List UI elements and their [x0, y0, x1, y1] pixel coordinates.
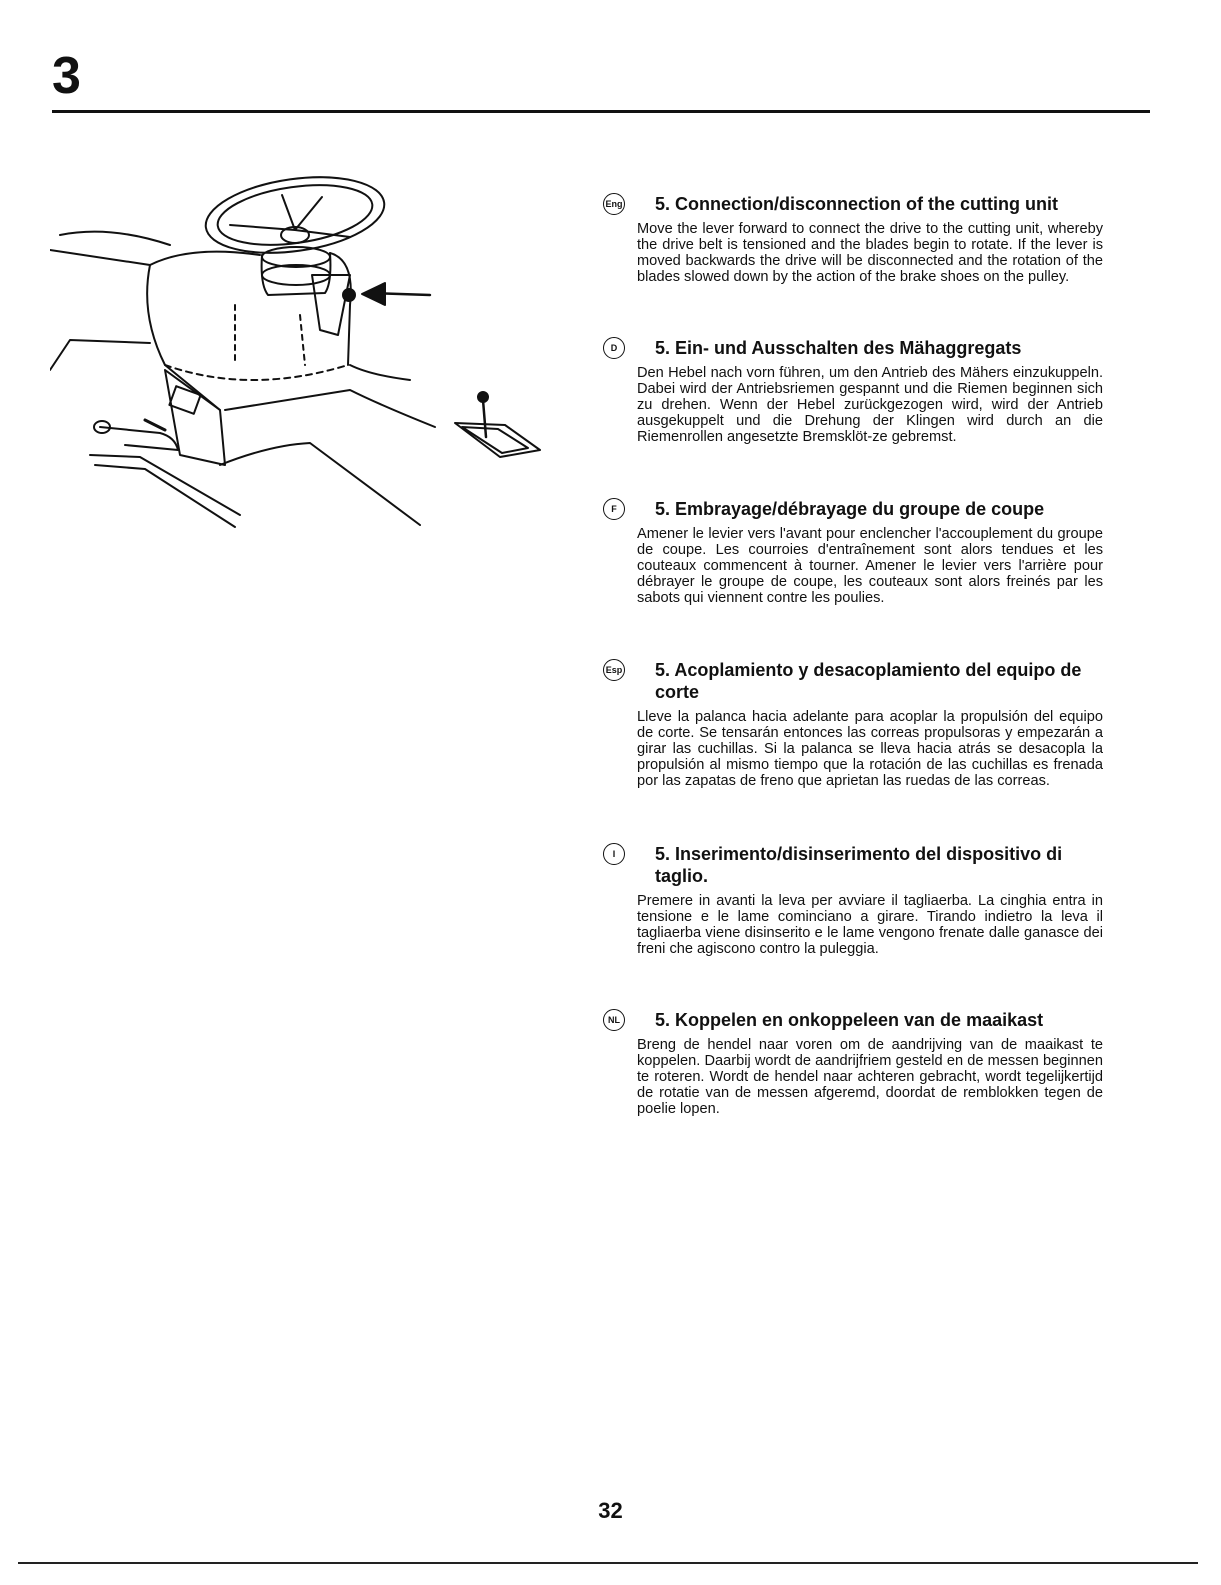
section-title: 5. Inserimento/disinserimento del dispositivo di taglio. — [655, 844, 1063, 886]
section-title: 5. Embrayage/débrayage du groupe de coupe — [655, 499, 1045, 519]
section-title: 5. Koppelen en onkoppeleen van de maaikast — [655, 1010, 1044, 1030]
section-body: Move the lever forward to connect the drive to the cutting unit, whereby the drive belt is tensioned and the blades begin to rotate. If the lever is moved backwards the drive will be disconnected and the rotation of the blades slowed down by the action of the brake shoes on the pulley. — [637, 221, 1103, 285]
section-spanish — [603, 659, 1103, 789]
section-body: Breng de hendel naar voren om de aandrijving van de maaikast te koppelen. Daarbij wordt de aandrijfriem gesteld en de messen beginnen te roteren. Wordt de hendel naar achteren gebracht, wordt tegelijkertijd de rotatie van de messen afgeremd, doordat de remblokken tegen de poelie lopen. — [637, 1037, 1103, 1117]
section-body: Den Hebel nach vorn führen, um den Antrieb des Mähers einzukuppeln. Dabei wird der Antriebsriemen gespannt und die Riemen beginnen sich zu drehen. Wenn der Hebel zurückgezogen wird, wird der Antrieb ausgekuppelt und die Drehung der Klingen wird durch an die Riemenrollen angesetzte Bremsklöt-ze gebremst. — [637, 365, 1103, 445]
section-title: 5. Acoplamiento y desacoplamiento del equipo de corte — [655, 660, 1082, 702]
section-french — [603, 498, 1103, 606]
chapter-number: 3 — [52, 47, 81, 105]
section-title: 5. Connection/disconnection of the cutting unit — [655, 194, 1058, 214]
language-badge-french: F — [603, 498, 625, 520]
page-number: 32 — [598, 1498, 623, 1523]
footer-rule — [18, 1562, 1198, 1564]
language-badge-dutch: NL — [603, 1009, 625, 1031]
section-title: 5. Ein- und Ausschalten des Mähaggregats — [655, 338, 1022, 358]
section-german — [603, 337, 1103, 445]
language-badge-german: D — [603, 337, 625, 359]
section-italian — [603, 843, 1103, 957]
language-badge-spanish: Esp — [603, 659, 625, 681]
language-badge-italian: I — [603, 843, 625, 865]
tractor-lever-illustration — [50, 165, 550, 545]
section-body: Premere in avanti la leva per avviare il tagliaerba. La cinghia entra in tensione e le lame cominciano a girare. Tirando indietro la leva il tagliaerba viene disinserito e le lame vengono frenate dalle ganasce dei freni che agiscono contro la puleggia. — [637, 893, 1103, 957]
language-badge-english: Eng — [603, 193, 625, 215]
section-dutch — [603, 1009, 1103, 1117]
header-rule — [52, 110, 1150, 113]
section-english — [603, 193, 1103, 285]
section-body: Lleve la palanca hacia adelante para acoplar la propulsión del equipo de corte. Se tensarán entonces las correas propulsoras y empezarán a girar las cuchillas. Si la palanca se lleva hacia atrás se desacopla la propulsión al mismo tiempo que la rotación de las cuchillas es frenada por las zapatas de freno que aprietan las ruedas de las correas. — [637, 709, 1103, 789]
section-body: Amener le levier vers l'avant pour enclencher l'accouplement du groupe de coupe. Les courroies d'entraînement sont alors tendues et les couteaux commencent à tourner. Amener le levier vers l'arrière pour débrayer le groupe de coupe, les couteaux sont alors freinés par les sabots qui viennent contre les poulies. — [637, 526, 1103, 606]
